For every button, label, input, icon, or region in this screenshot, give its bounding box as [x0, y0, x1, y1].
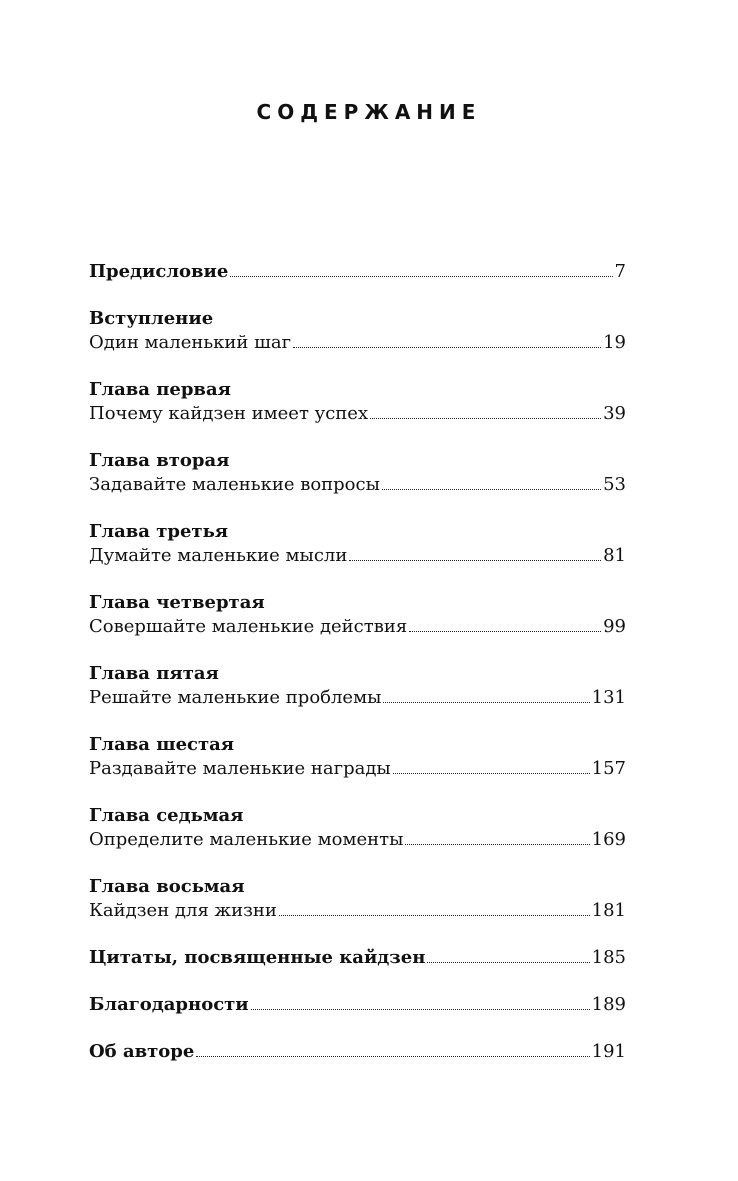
- toc-entry-ch4[interactable]: [89, 615, 626, 639]
- toc-group-intro: [89, 307, 626, 355]
- toc-entry-label: Кайдзен для жизни: [89, 900, 277, 921]
- toc-page-number: 191: [591, 1041, 626, 1062]
- dot-leader: [370, 418, 601, 419]
- toc-group-ch5: [89, 662, 626, 710]
- toc-entry-ch7[interactable]: [89, 828, 626, 852]
- toc-entry-label: Решайте маленькие проблемы: [89, 687, 382, 708]
- table-of-contents: [89, 260, 626, 1087]
- toc-page-number: 39: [603, 403, 626, 424]
- toc-entry-label: Почему кайдзен имеет успех: [89, 403, 369, 424]
- toc-entry-quotes[interactable]: [89, 946, 626, 970]
- toc-page-number: 99: [603, 616, 626, 637]
- toc-group-ch1: [89, 378, 626, 426]
- toc-page-number: 131: [591, 687, 626, 708]
- dot-leader: [409, 631, 601, 632]
- chapter-heading: Глава восьмая: [89, 876, 245, 897]
- dot-leader: [230, 276, 612, 277]
- chapter-heading: Вступление: [89, 308, 214, 329]
- toc-page-number: 157: [591, 758, 626, 779]
- toc-entry-thanks[interactable]: [89, 993, 626, 1017]
- toc-entry-ch3[interactable]: [89, 544, 626, 568]
- toc-page-number: 189: [591, 994, 626, 1015]
- toc-page-number: 7: [614, 261, 626, 282]
- dot-leader: [196, 1056, 589, 1057]
- toc-entry-label: Об авторе: [89, 1041, 195, 1062]
- chapter-heading: Глава первая: [89, 379, 231, 400]
- toc-entry-ch1[interactable]: [89, 402, 626, 426]
- dot-leader: [279, 915, 590, 916]
- dot-leader: [251, 1009, 590, 1010]
- toc-page-number: 81: [603, 545, 626, 566]
- dot-leader: [393, 773, 590, 774]
- toc-entry-label: Раздавайте маленькие награды: [89, 758, 391, 779]
- dot-leader: [427, 962, 589, 963]
- toc-entry-label: Совершайте маленькие действия: [89, 616, 408, 637]
- dot-leader: [293, 347, 601, 348]
- dot-leader: [405, 844, 589, 845]
- toc-page-number: 53: [603, 474, 626, 495]
- dot-leader: [382, 489, 601, 490]
- toc-page-number: 19: [603, 332, 626, 353]
- toc-entry-label: Предисловие: [89, 261, 229, 282]
- toc-entry-label: Думайте маленькие мысли: [89, 545, 348, 566]
- chapter-heading: Глава седьмая: [89, 805, 244, 826]
- toc-group-ch2: [89, 449, 626, 497]
- toc-entry-label: Определите маленькие моменты: [89, 829, 404, 850]
- toc-entry-ch5[interactable]: [89, 686, 626, 710]
- toc-group-author: [89, 1040, 626, 1064]
- chapter-heading: Глава шестая: [89, 734, 235, 755]
- toc-page-number: 169: [591, 829, 626, 850]
- chapter-heading: Глава четвертая: [89, 592, 265, 613]
- toc-group-ch8: [89, 875, 626, 923]
- toc-group-thanks: [89, 993, 626, 1017]
- page-title: СОДЕРЖАНИЕ: [256, 100, 482, 124]
- toc-entry-ch2[interactable]: [89, 473, 626, 497]
- toc-entry-label: Цитаты, посвященные кайдзен: [89, 947, 426, 968]
- toc-page-number: 185: [591, 947, 626, 968]
- toc-entry-ch6[interactable]: [89, 757, 626, 781]
- toc-group-ch7: [89, 804, 626, 852]
- toc-page-number: 181: [591, 900, 626, 921]
- toc-entry-label: Благодарности: [89, 994, 249, 1015]
- toc-group-ch6: [89, 733, 626, 781]
- toc-group-ch4: [89, 591, 626, 639]
- toc-group-quotes: [89, 946, 626, 970]
- chapter-heading: Глава пятая: [89, 663, 219, 684]
- toc-entry-preface[interactable]: [89, 260, 626, 284]
- toc-group-ch3: [89, 520, 626, 568]
- toc-entry-label: Задавайте маленькие вопросы: [89, 474, 380, 495]
- toc-group-preface: [89, 260, 626, 284]
- dot-leader: [383, 702, 589, 703]
- toc-entry-author[interactable]: [89, 1040, 626, 1064]
- dot-leader: [349, 560, 601, 561]
- chapter-heading: Глава третья: [89, 521, 229, 542]
- toc-entry-intro[interactable]: [89, 331, 626, 355]
- toc-entry-label: Один маленький шаг: [89, 332, 292, 353]
- toc-entry-ch8[interactable]: [89, 899, 626, 923]
- chapter-heading: Глава вторая: [89, 450, 230, 471]
